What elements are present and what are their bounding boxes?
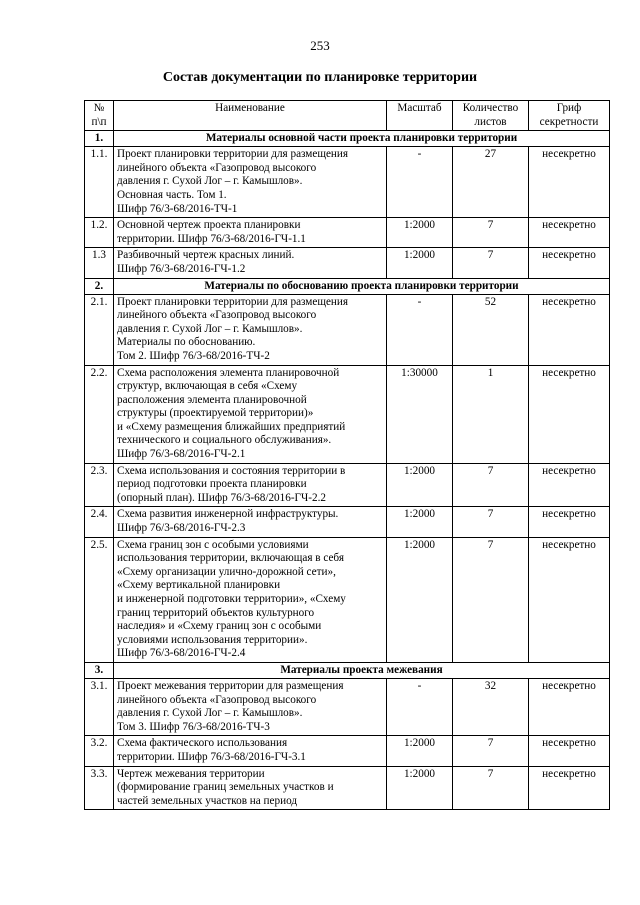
item-name xyxy=(114,537,387,662)
header-number-line1: № xyxy=(93,102,105,114)
item-name xyxy=(114,736,387,766)
table-row xyxy=(85,507,610,537)
item-name-line: Схема развития инженерной инфраструктуры. xyxy=(117,508,339,521)
item-sheet-count: 52 xyxy=(453,294,529,365)
item-name-line: Шифр 76/3-68/2016-ТЧ-1 xyxy=(117,202,238,215)
item-number: 3.3. xyxy=(85,766,114,810)
item-name-line: Основная часть. Том 1. xyxy=(117,188,227,201)
item-name-line: наследия» и «Схему границ зон с особыми xyxy=(117,620,322,633)
item-scale: 1:2000 xyxy=(387,766,453,810)
page-number: 253 xyxy=(310,38,330,53)
item-name-line: Шифр 76/3-68/2016-ГЧ-2.1 xyxy=(117,448,246,461)
item-secrecy: несекретно xyxy=(529,766,610,810)
header-sheets xyxy=(453,101,529,131)
table-row xyxy=(85,537,610,662)
item-name xyxy=(114,463,387,507)
header-sheets-line2: листов xyxy=(474,115,507,128)
item-name xyxy=(114,678,387,735)
item-sheet-count: 7 xyxy=(453,507,529,537)
item-name-line: Шифр 76/3-68/2016-ГЧ-2.4 xyxy=(117,647,246,660)
item-secrecy: несекретно xyxy=(529,218,610,248)
item-name xyxy=(114,365,387,463)
header-sheets-line1: Количество xyxy=(462,102,519,114)
item-sheet-count: 7 xyxy=(453,736,529,766)
item-name-line: территории. Шифр 76/3-68/2016-ГЧ-3.1 xyxy=(117,750,306,763)
item-name-line: линейного объекта «Газопровод высокого xyxy=(117,693,317,706)
item-name-line: Схема фактического использования xyxy=(117,737,288,750)
item-name xyxy=(114,766,387,810)
item-number: 2.2. xyxy=(85,365,114,463)
item-name-line: давления г. Сухой Лог – г. Камышлов». xyxy=(117,707,303,720)
item-name-line: Чертеж межевания территории xyxy=(117,767,265,780)
section-number: 3. xyxy=(85,662,114,678)
item-name-line: период подготовки проекта планировки xyxy=(117,478,307,491)
item-name-line: Основной чертеж проекта планировки xyxy=(117,219,301,232)
item-sheet-count: 1 xyxy=(453,365,529,463)
item-scale: 1:2000 xyxy=(387,507,453,537)
item-name-line: Проект планировки территории для размещения xyxy=(117,295,349,308)
header-name: Наименование xyxy=(114,101,387,131)
item-name-line: структуры (проектируемой территории)» xyxy=(117,407,314,420)
section-title: Материалы по обоснованию проекта планировки территории xyxy=(114,278,610,294)
item-sheet-count: 7 xyxy=(453,766,529,810)
item-name-line: границ территорий объектов культурного xyxy=(117,606,315,619)
documentation-table xyxy=(84,100,610,810)
item-name-line: технического и социального обслуживания». xyxy=(117,434,332,447)
item-name-line: Материалы по обоснованию. xyxy=(117,336,256,349)
section-row xyxy=(85,278,610,294)
table-row xyxy=(85,766,610,810)
item-sheet-count: 7 xyxy=(453,218,529,248)
item-number: 2.5. xyxy=(85,537,114,662)
item-name-line: давления г. Сухой Лог – г. Камышлов». xyxy=(117,175,303,188)
table-row xyxy=(85,365,610,463)
item-scale: - xyxy=(387,678,453,735)
item-secrecy: несекретно xyxy=(529,463,610,507)
item-sheet-count: 27 xyxy=(453,147,529,218)
item-name-line: Схема расположения элемента планировочной xyxy=(117,366,340,379)
header-secrecy-line2: секретности xyxy=(539,115,599,128)
item-name-line: Схема использования и состояния территории в xyxy=(117,464,346,477)
item-number: 2.3. xyxy=(85,463,114,507)
item-name-line: и «Схему размещения ближайших предприятий xyxy=(117,420,346,433)
item-scale: 1:2000 xyxy=(387,537,453,662)
table-row xyxy=(85,463,610,507)
item-name-line: Проект планировки территории для размещения xyxy=(117,148,349,161)
item-secrecy: несекретно xyxy=(529,365,610,463)
item-name xyxy=(114,248,387,278)
table-row xyxy=(85,294,610,365)
item-name-line: линейного объекта «Газопровод высокого xyxy=(117,161,317,174)
item-name xyxy=(114,507,387,537)
item-name xyxy=(114,147,387,218)
section-number: 2. xyxy=(85,278,114,294)
item-name-line: «Схему вертикальной планировки xyxy=(117,579,281,592)
item-scale: - xyxy=(387,147,453,218)
item-name-line: и инженерной подготовки территории», «Схему xyxy=(117,593,346,605)
section-title: Материалы проекта межевания xyxy=(114,662,610,678)
item-sheet-count: 32 xyxy=(453,678,529,735)
item-name-line: давления г. Сухой Лог – г. Камышлов». xyxy=(117,322,303,335)
item-scale: 1:2000 xyxy=(387,463,453,507)
item-name-line: расположения элемента планировочной xyxy=(117,393,307,406)
item-name-line: Шифр 76/3-68/2016-ГЧ-2.3 xyxy=(117,522,246,535)
item-number: 1.3 xyxy=(85,248,114,278)
item-name-line: условиями использования территории». xyxy=(117,633,308,646)
table-row xyxy=(85,248,610,278)
item-name xyxy=(114,218,387,248)
item-number: 1.1. xyxy=(85,147,114,218)
item-name-line: линейного объекта «Газопровод высокого xyxy=(117,309,317,322)
item-name-line: (опорный план). Шифр 76/3-68/2016-ГЧ-2.2 xyxy=(117,491,326,504)
item-secrecy: несекретно xyxy=(529,507,610,537)
item-secrecy: несекретно xyxy=(529,736,610,766)
header-scale: Масштаб xyxy=(387,101,453,131)
item-scale: 1:2000 xyxy=(387,248,453,278)
item-sheet-count: 7 xyxy=(453,248,529,278)
item-scale: - xyxy=(387,294,453,365)
table-row xyxy=(85,736,610,766)
item-name-line: использования территории, включающая в себя xyxy=(117,552,344,565)
item-scale: 1:2000 xyxy=(387,218,453,248)
table-row xyxy=(85,678,610,735)
item-name-line: территории. Шифр 76/3-68/2016-ГЧ-1.1 xyxy=(117,232,306,245)
item-name-line: Том 2. Шифр 76/3-68/2016-ТЧ-2 xyxy=(117,349,270,362)
item-secrecy: несекретно xyxy=(529,294,610,365)
item-name-line: «Схему организации улично-дорожной сети», xyxy=(117,565,336,578)
table-row xyxy=(85,147,610,218)
item-name-line: (формирование границ земельных участков и xyxy=(117,781,334,794)
header-secrecy xyxy=(529,101,610,131)
item-secrecy: несекретно xyxy=(529,537,610,662)
section-title: Материалы основной части проекта планировки территории xyxy=(114,131,610,147)
section-row xyxy=(85,662,610,678)
table-row xyxy=(85,218,610,248)
header-number xyxy=(85,101,114,131)
item-name-line: Том 3. Шифр 76/3-68/2016-ТЧ-3 xyxy=(117,720,270,733)
item-name-line: Шифр 76/3-68/2016-ГЧ-1.2 xyxy=(117,262,246,275)
table-header-row xyxy=(85,101,610,131)
item-secrecy: несекретно xyxy=(529,248,610,278)
document-title: Состав документации по планировке территории xyxy=(162,70,478,85)
item-secrecy: несекретно xyxy=(529,678,610,735)
item-name xyxy=(114,294,387,365)
item-number: 2.4. xyxy=(85,507,114,537)
item-secrecy: несекретно xyxy=(529,147,610,218)
item-scale: 1:30000 xyxy=(387,365,453,463)
item-name-line: Схема границ зон с особыми условиями xyxy=(117,538,309,551)
item-name-line: частей земельных участков на период xyxy=(117,794,298,807)
header-secrecy-line1: Гриф xyxy=(556,102,582,114)
item-name-line: Проект межевания территории для размещения xyxy=(117,679,344,692)
section-row xyxy=(85,131,610,147)
section-number: 1. xyxy=(85,131,114,147)
item-number: 3.1. xyxy=(85,678,114,735)
item-number: 2.1. xyxy=(85,294,114,365)
item-number: 3.2. xyxy=(85,736,114,766)
table-body xyxy=(85,131,610,810)
item-scale: 1:2000 xyxy=(387,736,453,766)
item-sheet-count: 7 xyxy=(453,463,529,507)
item-name-line: Разбивочный чертеж красных линий. xyxy=(117,249,295,262)
item-name-line: структур, включающая в себя «Схему xyxy=(117,380,298,393)
item-number: 1.2. xyxy=(85,218,114,248)
item-sheet-count: 7 xyxy=(453,537,529,662)
header-number-line2: п\п xyxy=(91,115,107,128)
